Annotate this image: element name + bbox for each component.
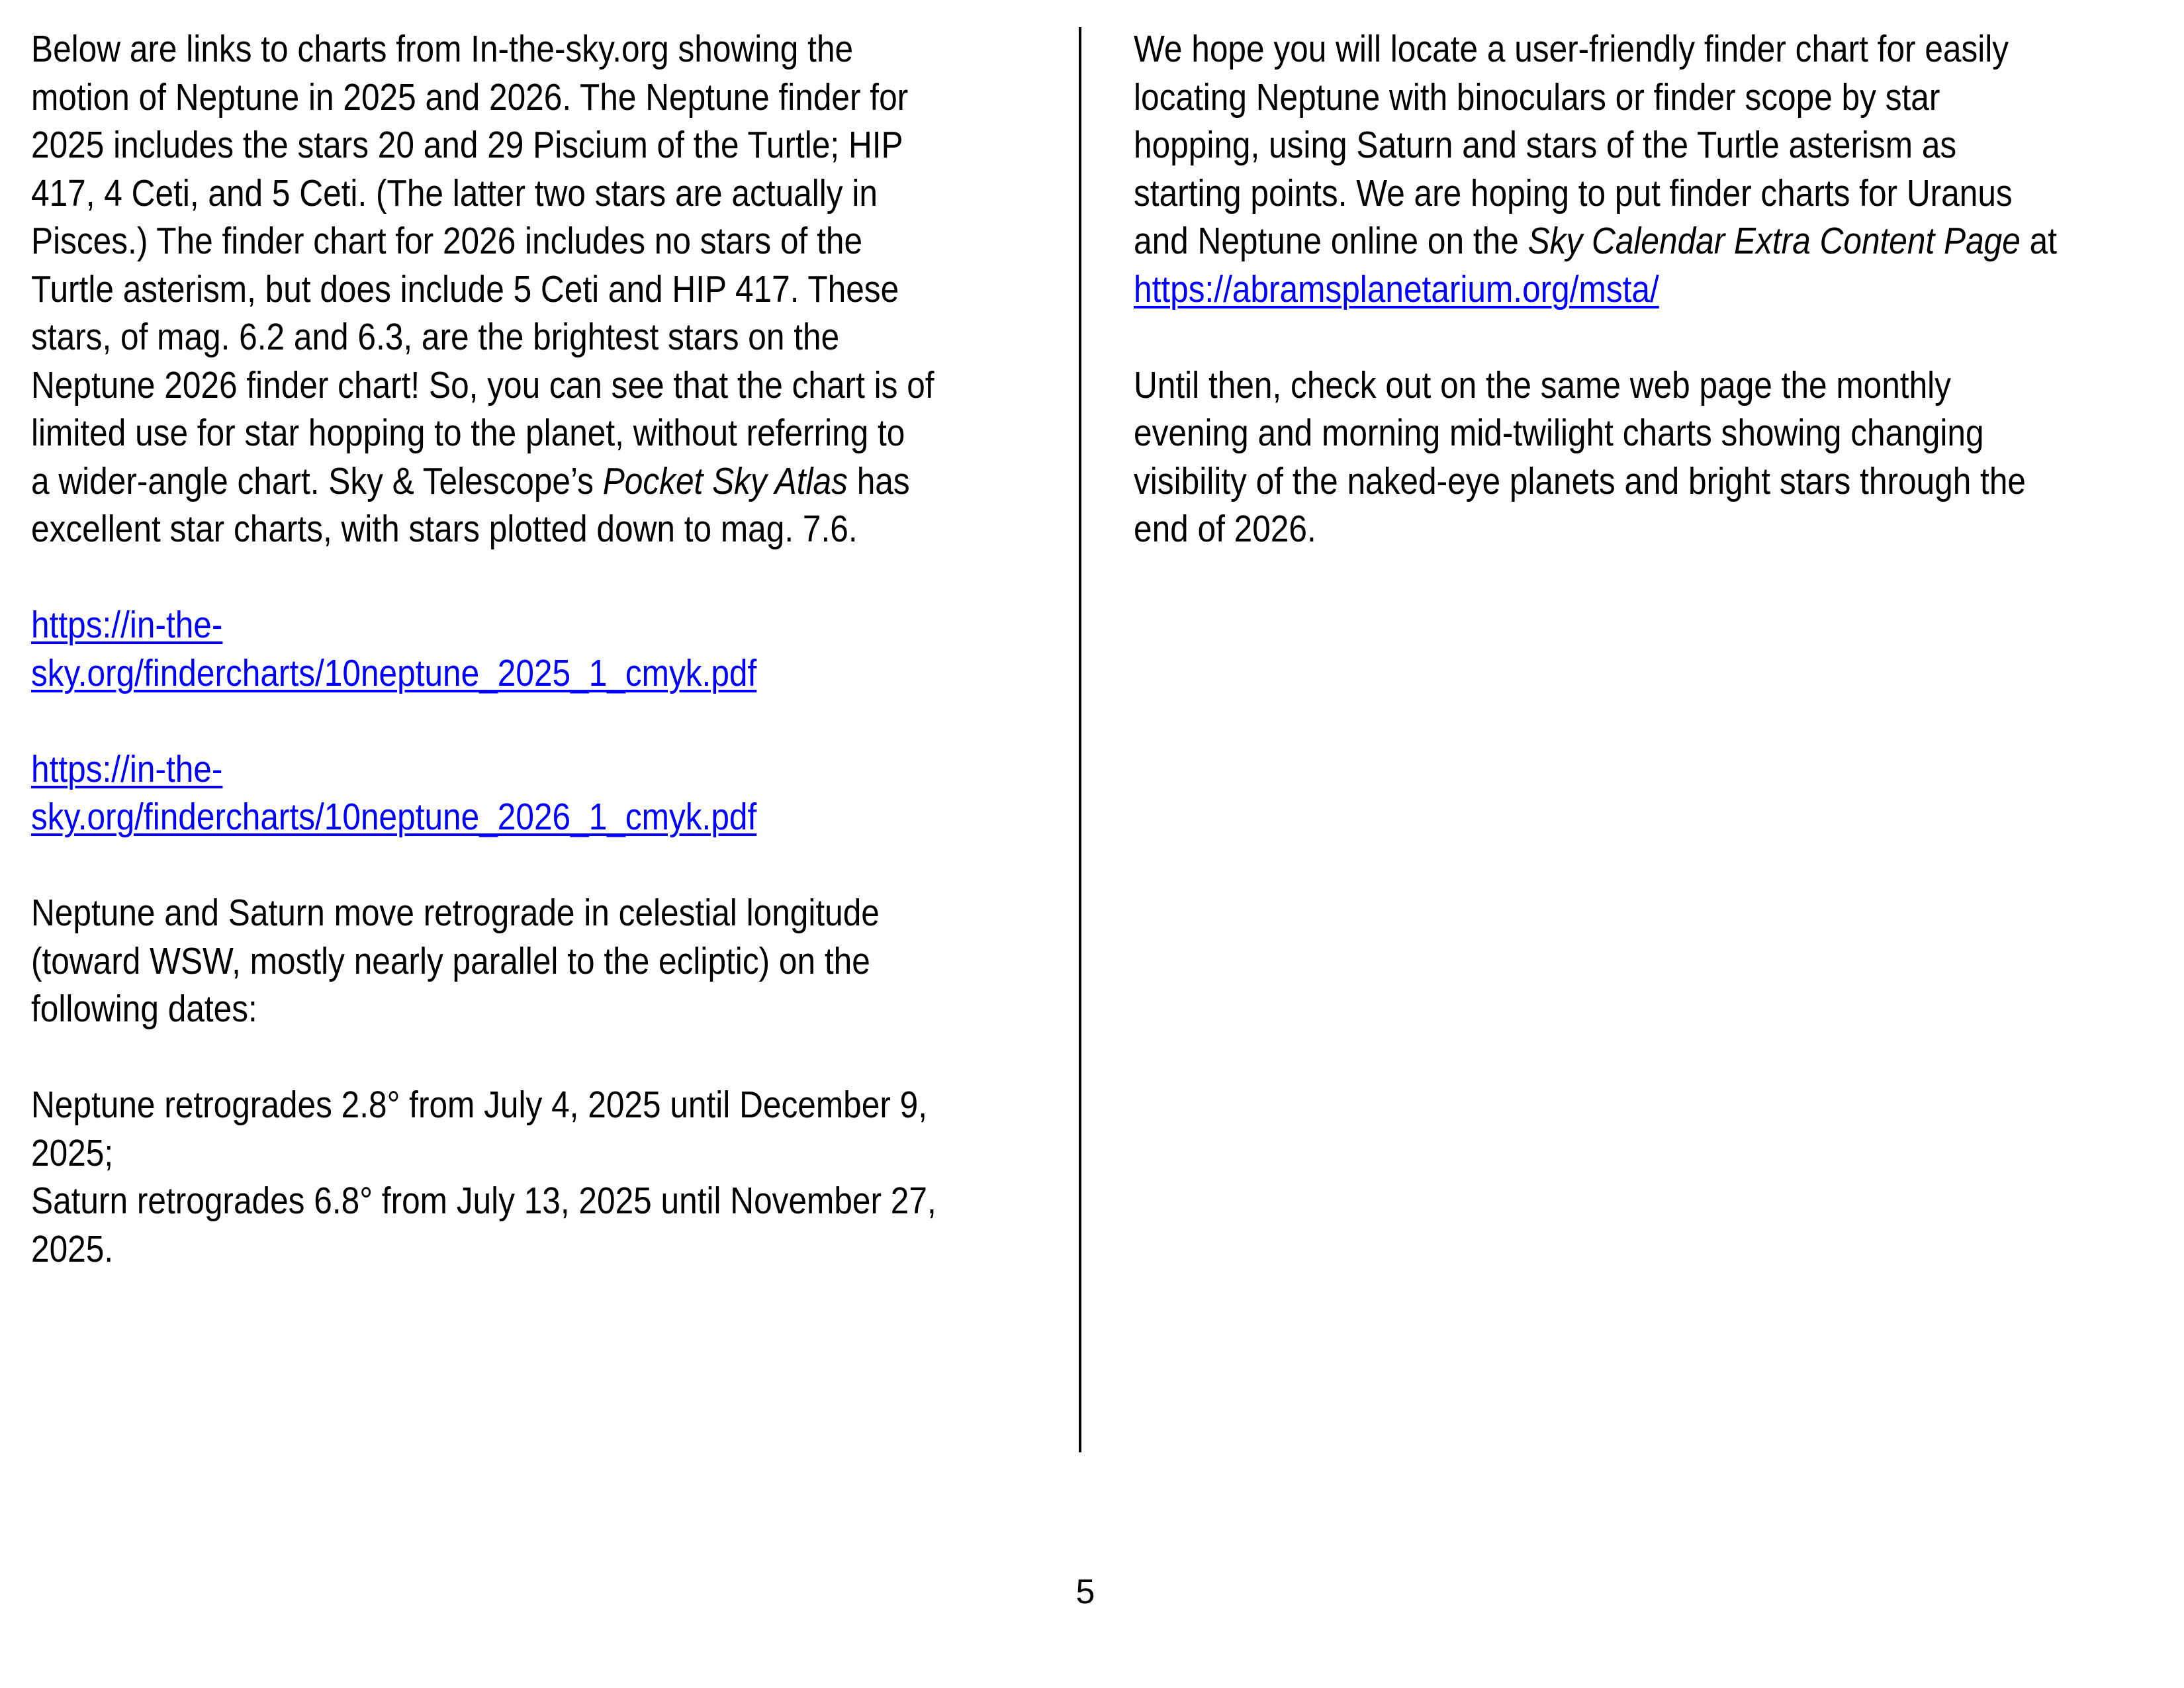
text-line — [1134, 409, 2153, 457]
page-number: 5 — [1075, 1573, 1095, 1611]
text-segment: has — [847, 459, 910, 502]
text-line-content — [31, 457, 910, 506]
link-neptune-2026-finder[interactable] — [31, 745, 1024, 841]
right-column — [1134, 25, 2153, 553]
text-line-content: Saturn retrogrades 6.8° from July 13, 2025 until November 27, — [31, 1180, 936, 1222]
text-line — [31, 1177, 1024, 1225]
link-text[interactable]: https://abramsplanetarium.org/msta/ — [1134, 267, 1659, 310]
text-line-content: Below are links to charts from In-the-sky.org showing the — [31, 28, 854, 70]
link-line[interactable] — [31, 601, 1024, 649]
link-neptune-2025-finder[interactable] — [31, 601, 1024, 697]
paragraph-spacer — [1134, 313, 2153, 361]
text-line — [1134, 457, 2153, 506]
text-line-content: 2025 includes the stars 20 and 29 Piscium of the Turtle; HIP — [31, 124, 903, 166]
paragraph-spacer — [31, 553, 1024, 602]
text-line — [31, 409, 1024, 457]
text-line — [1134, 169, 2153, 218]
text-line-content: 2025; — [31, 1131, 114, 1174]
text-line — [31, 985, 1024, 1033]
text-line — [31, 1225, 1024, 1274]
text-line — [31, 313, 1024, 361]
text-line-content: Turtle asterism, but does include 5 Ceti and HIP 417. These — [31, 267, 899, 310]
text-segment: and Neptune online on the — [1134, 220, 1528, 262]
text-line-content: Until then, check out on the same web page the monthly — [1134, 363, 1951, 406]
text-line — [31, 73, 1024, 122]
text-line — [31, 457, 1024, 506]
text-line-content: Neptune 2026 finder chart! So, you can see that the chart is of — [31, 363, 934, 406]
text-line — [1134, 121, 2153, 169]
text-line-content: Neptune retrogrades 2.8° from July 4, 2025 until December 9, — [31, 1084, 927, 1126]
text-line — [31, 889, 1024, 937]
text-line — [1134, 361, 2153, 410]
link-abrams-planetarium[interactable] — [1134, 265, 2153, 314]
text-line-content: visibility of the naked-eye planets and bright stars through the — [1134, 459, 2026, 502]
text-line — [31, 265, 1024, 314]
text-line — [1134, 25, 2153, 73]
link-line[interactable] — [31, 793, 1024, 841]
text-segment: at — [2020, 220, 2057, 262]
paragraph-spacer — [31, 697, 1024, 745]
left-column — [31, 25, 1024, 1273]
text-line-content: motion of Neptune in 2025 and 2026. The Neptune finder for — [31, 75, 909, 118]
text-line-content: end of 2026. — [1134, 508, 1316, 550]
text-line — [31, 121, 1024, 169]
paragraph-spacer — [31, 1033, 1024, 1082]
text-line — [31, 217, 1024, 265]
paragraph-spacer — [31, 841, 1024, 890]
text-line-content: following dates: — [31, 988, 257, 1030]
text-line-content: 2025. — [31, 1227, 114, 1270]
text-line-content: stars, of mag. 6.2 and 6.3, are the brightest stars on the — [31, 316, 840, 358]
column-divider — [1079, 27, 1081, 1452]
page-title-sky-calendar-extra: Sky Calendar Extra Content Page — [1527, 220, 2021, 262]
text-line — [31, 505, 1024, 553]
link-text[interactable]: sky.org/findercharts/10neptune_2025_1_cmyk.pdf — [31, 651, 757, 694]
book-title-pocket-sky-atlas: Pocket Sky Atlas — [602, 459, 848, 502]
text-line — [31, 937, 1024, 986]
text-line — [31, 1081, 1024, 1129]
text-line-content: evening and morning mid-twilight charts showing changing — [1134, 412, 1984, 454]
text-line-content — [1134, 217, 2057, 265]
text-line — [31, 1129, 1024, 1178]
text-line-content: limited use for star hopping to the planet, without referring to — [31, 412, 905, 454]
text-line-content: We hope you will locate a user-friendly finder chart for easily — [1134, 28, 2009, 70]
text-line — [31, 361, 1024, 410]
link-line[interactable] — [31, 745, 1024, 794]
text-line-content: 417, 4 Ceti, and 5 Ceti. (The latter two stars are actually in — [31, 171, 878, 214]
link-text[interactable]: https://in-the- — [31, 747, 223, 790]
text-segment: a wider-angle chart. Sky & Telescope’s — [31, 459, 603, 502]
text-line — [1134, 73, 2153, 122]
text-line-content: excellent star charts, with stars plotted down to mag. 7.6. — [31, 508, 858, 550]
text-line-content: Pisces.) The finder chart for 2026 includes no stars of the — [31, 220, 863, 262]
text-line-content: (toward WSW, mostly nearly parallel to the ecliptic) on the — [31, 939, 870, 982]
link-text[interactable]: https://in-the- — [31, 604, 223, 646]
text-line-content: starting points. We are hoping to put finder charts for Uranus — [1134, 171, 2013, 214]
link-text[interactable]: sky.org/findercharts/10neptune_2026_1_cmyk.pdf — [31, 796, 757, 838]
text-line — [31, 169, 1024, 218]
link-line[interactable] — [31, 649, 1024, 698]
text-line-content: hopping, using Saturn and stars of the Turtle asterism as — [1134, 124, 1957, 166]
text-line-content: locating Neptune with binoculars or finder scope by star — [1134, 75, 1940, 118]
text-line — [1134, 217, 2153, 265]
text-line — [1134, 505, 2153, 553]
text-line — [31, 25, 1024, 73]
text-line-content: Neptune and Saturn move retrograde in celestial longitude — [31, 892, 880, 934]
